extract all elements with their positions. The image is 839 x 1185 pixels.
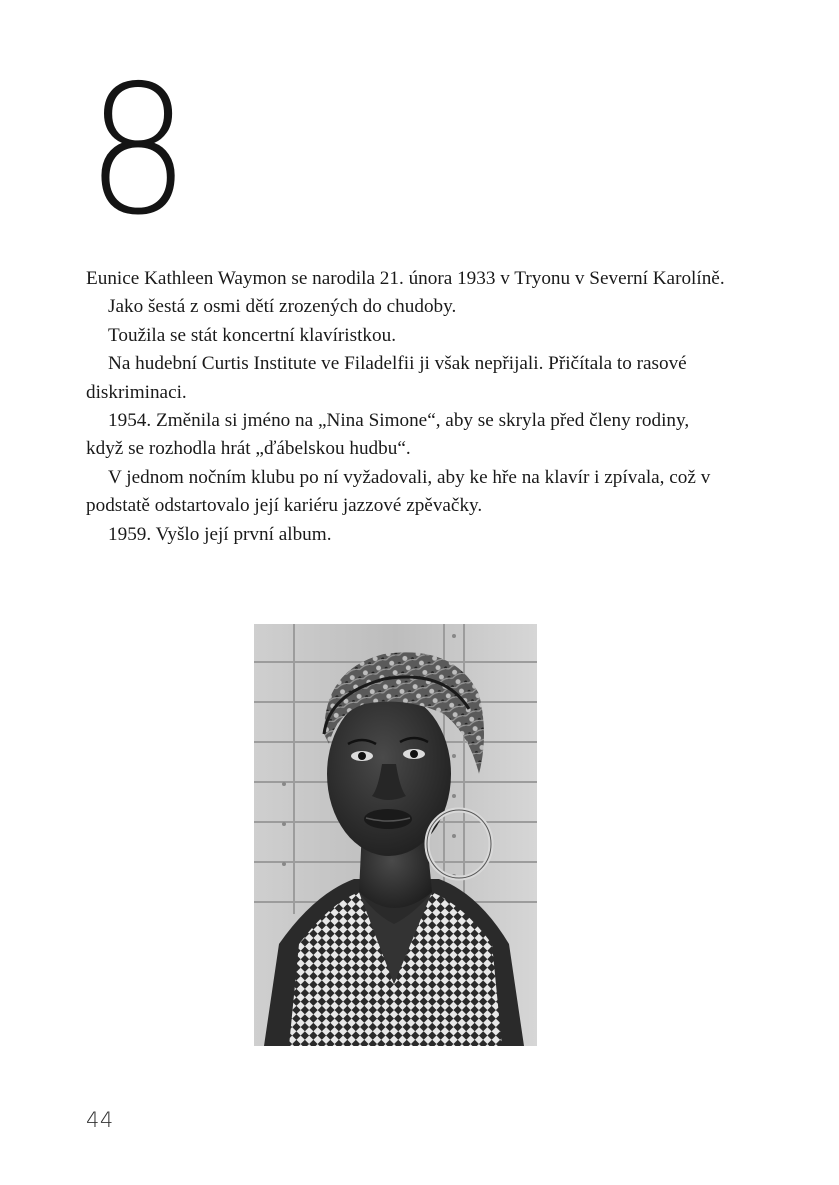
paragraph-4: Na hudební Curtis Institute ve Filadelfii ji však nepřijali. Přičítala to rasové diskriminaci. xyxy=(86,353,687,403)
paragraph-3: Toužila se stát koncertní klavíristkou. xyxy=(108,324,396,346)
paragraph-1: Eunice Kathleen Waymon se narodila 21. února 1933 v Tryonu v Severní Karolíně. xyxy=(86,268,725,289)
body-text xyxy=(86,265,726,549)
paragraph-5: 1954. Změnila si jméno na „Nina Simone“, aby se skryla před členy rodiny, když se rozhodla hrát „ďábelskou hudbu“. xyxy=(86,410,690,460)
chapter-number-glyph: 8 xyxy=(86,47,191,254)
portrait-photo xyxy=(254,624,537,1046)
paragraph-7: 1959. Vyšlo její první album. xyxy=(108,523,332,545)
chapter-number xyxy=(86,47,199,254)
page-number: 44 xyxy=(86,1108,114,1132)
portrait-photo-image xyxy=(254,624,537,1046)
paragraph-6: V jednom nočním klubu po ní vyžadovali, aby ke hře na klavír i zpívala, což v podstatě odstartovalo její kariéru jazzové zpěvačky. xyxy=(86,466,711,517)
paragraph-2: Jako šestá z osmi dětí zrozených do chudoby. xyxy=(108,296,457,318)
